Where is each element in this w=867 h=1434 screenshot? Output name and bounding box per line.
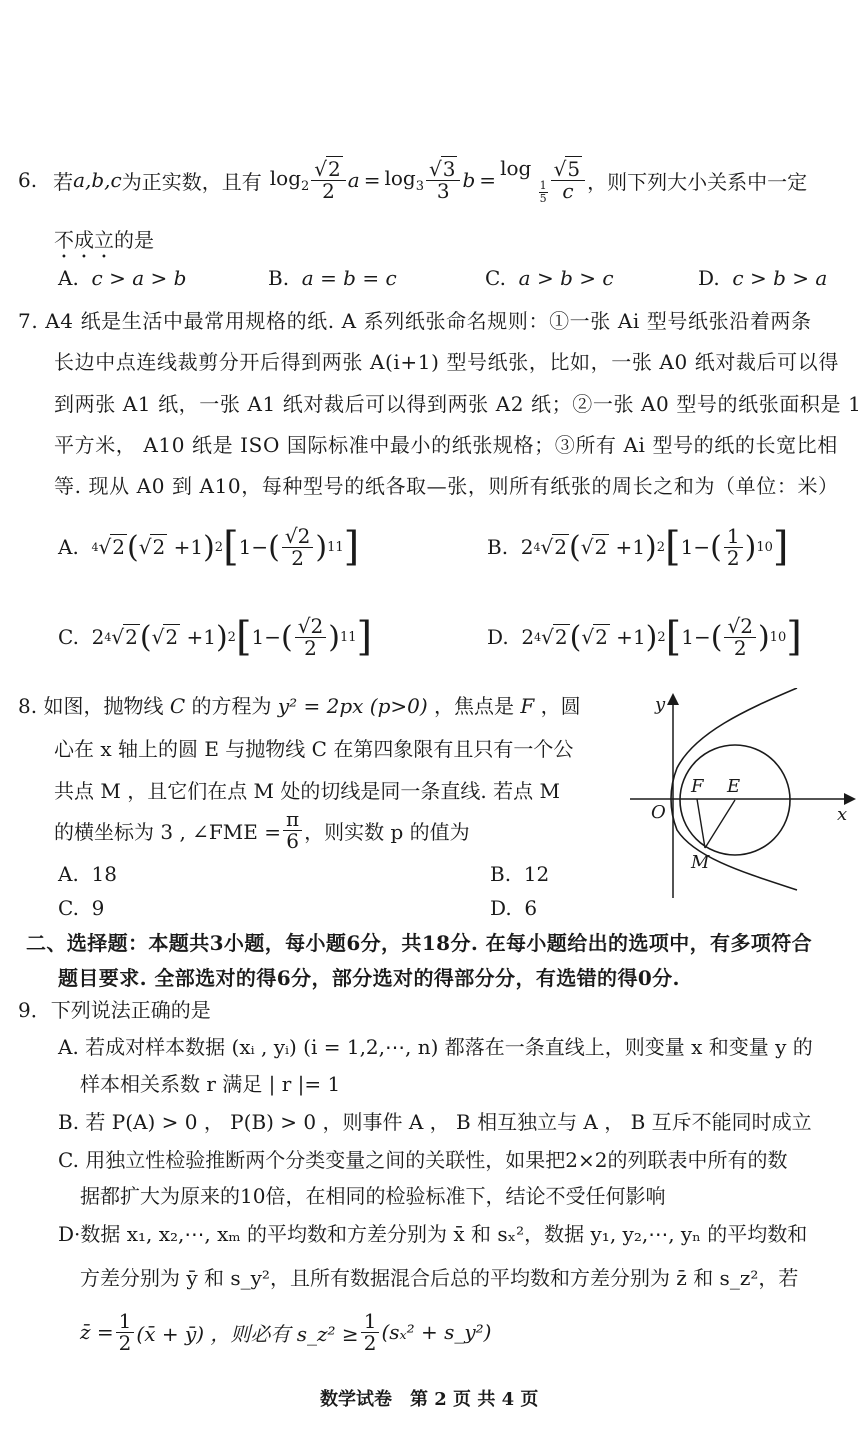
q8-line-1: 8. 如图，抛物线 C 的方程为 y² = 2px (p>0) ，焦点是 F ，圆: [18, 694, 581, 718]
q9-option-d-line-2: 方差分别为 ȳ 和 s_y²，且所有数据混合后总的平均数和方差分别为 z̄ 和 s_z²，若: [80, 1266, 799, 1290]
q7-line-3: 到两张 A1 纸，一张 A1 纸对裁后可以得到两张 A2 纸；②一张 A0 型号的纸张面积是 1: [54, 392, 862, 416]
q6-option-a: A. c > a > b: [58, 266, 187, 290]
q8-option-b: B. 12: [490, 862, 550, 886]
q7-option-b-label: B.: [487, 535, 509, 559]
q6-var-b: b: [462, 168, 476, 192]
q7-option-c: C. 2 4 √ 2 ( √ 2 +1 ) 2 [ 1− ( $\frac{√2}{2}$ ) 11 ]: [58, 613, 373, 660]
q9-option-a-line-1: A. 若成对样本数据 (xᵢ , yᵢ) (i = 1,2,⋯, n) 都落在一条直线上，则变量 x 和变量 y 的: [58, 1035, 813, 1059]
q8-option-a: A. 18: [58, 862, 117, 886]
q7-option-a-label: A.: [58, 535, 79, 559]
q6-vars: a,b,c: [73, 168, 122, 192]
section2-line-2: 题目要求. 全部选对的得6分，部分选对的得部分分，有选错的得0分.: [58, 966, 680, 990]
label-f: F: [691, 776, 704, 797]
q9-option-c-line-1: C. 用独立性检验推断两个分类变量之间的关联性，如果把2×2的列联表中所有的数: [58, 1148, 788, 1172]
q6-var-a: a: [347, 168, 360, 192]
q6-pre: 若: [53, 169, 74, 194]
segment-em: [705, 800, 735, 848]
q9-option-d-line-1: D·数据 x₁, x₂,⋯, xₘ 的平均数和方差分别为 x̄ 和 sₓ²，数据 y₁, y₂,⋯, yₙ 的平均数和: [58, 1222, 808, 1246]
q6-log2: $\log_2$: [269, 166, 310, 194]
q6-frac3: $\frac{√5}{c}$: [551, 159, 585, 202]
q6-eq1: =: [363, 168, 381, 192]
q9-option-b: B. 若 P(A) > 0 ， P(B) > 0 ，则事件 A ， B 相互独立与 A ， B 互斥不能同时成立: [58, 1110, 812, 1134]
q7-option-a: A. 4 √ 2 ( √ 2 +1 ) 2 [ 1− ( $\frac{√2}{2}$ ) 11 ]: [58, 523, 360, 570]
q6-option-d: D. c > b > a: [698, 266, 828, 290]
label-o: O: [651, 802, 666, 823]
q9-option-a-line-2: 样本相关系数 r 满足 | r |= 1: [80, 1072, 341, 1096]
q8-line-3: 共点 M ，且它们在点 M 处的切线是同一条直线. 若点 M: [54, 779, 560, 803]
page-footer: 数学试卷 第 2 页 共 4 页: [320, 1389, 539, 1410]
q6-tail: ，则下列大小关系中一定: [587, 169, 808, 194]
section2-line-1: 二、选择题：本题共3小题，每小题6分，共18分. 在每小题给出的选项中，有多项符合: [26, 931, 812, 955]
q6-number: 6.: [18, 168, 38, 192]
q7-option-d: D. 2 4 √ 2 ( √ 2 +1 ) 2 [ 1− ( $\frac{√2}{2}$ ) 10 ]: [487, 613, 802, 660]
q7-option-c-label: C.: [58, 625, 79, 649]
q6-log15: log $\frac{1}{5}$: [500, 155, 547, 205]
q7-option-d-label: D.: [487, 625, 509, 649]
q8-line-2: 心在 x 轴上的圆 E 与抛物线 C 在第四象限有且只有一个公: [54, 737, 574, 761]
label-x: x: [837, 804, 848, 825]
q6-log3: $\log_3$: [384, 166, 424, 194]
q8-option-c: C. 9: [58, 896, 105, 920]
q9-option-d-line-3: z̄ = $\frac{1}{2}$ (x̄ + ȳ) ，则必有 s_z² ≥ $\frac{1}{2}$ (sₓ² + s_y²): [80, 1308, 492, 1355]
q6-option-c: C. a > b > c: [485, 266, 614, 290]
q6-option-b: B. a = b = c: [268, 266, 397, 290]
q7-line-2: 长边中点连线裁剪分开后得到两张 A(i+1) 型号纸张，比如，一张 A0 纸对裁后可以得: [54, 350, 839, 374]
q6-line1: [18, 150, 807, 210]
q6-not-hold: 不成立: [54, 228, 114, 252]
q9-option-c-line-2: 据都扩大为原来的10倍，在相同的检验标准下，结论不受任何影响: [80, 1184, 666, 1208]
q6-frac2: $\frac{√3}{3}$: [426, 159, 460, 202]
q8-option-d: D. 6: [490, 896, 538, 920]
q6-line2-rest: 的是: [114, 228, 154, 252]
q7-line-4: 平方米， A10 纸是 ISO 国际标准中最小的纸张规格；③所有 Ai 型号的纸的长宽比相: [54, 433, 838, 457]
q6-frac1: $\frac{√2}{2}$: [311, 159, 345, 202]
q7-line-5: 等. 现从 A0 到 A10，每种型号的纸各取—张，则所有纸张的周长之和为（单位：米）: [54, 474, 839, 498]
q7-option-b: B. 2 4 √ 2 ( √ 2 +1 ) 2 [ 1− ( $\frac{1}{2}$ ) 10 ]: [487, 523, 789, 570]
q6-eq2: =: [479, 168, 497, 192]
label-y: y: [655, 694, 666, 715]
q6-line2: [54, 224, 154, 263]
label-e: E: [727, 776, 741, 797]
label-m: M: [691, 852, 710, 873]
q8-line-4: 的横坐标为 3 , ∠FME = $\frac{\pi}{6}$ ，则实数 p 的值为: [54, 806, 470, 853]
q7-line-1: 7. A4 纸是生活中最常用规格的纸. A 系列纸张命名规则：①一张 Ai 型号纸张沿着两条: [18, 309, 812, 333]
q9-stem: 9．下列说法正确的是: [18, 998, 211, 1022]
q8-parabola-figure: [625, 688, 860, 900]
q6-mid: 为正实数，且有: [121, 169, 262, 194]
